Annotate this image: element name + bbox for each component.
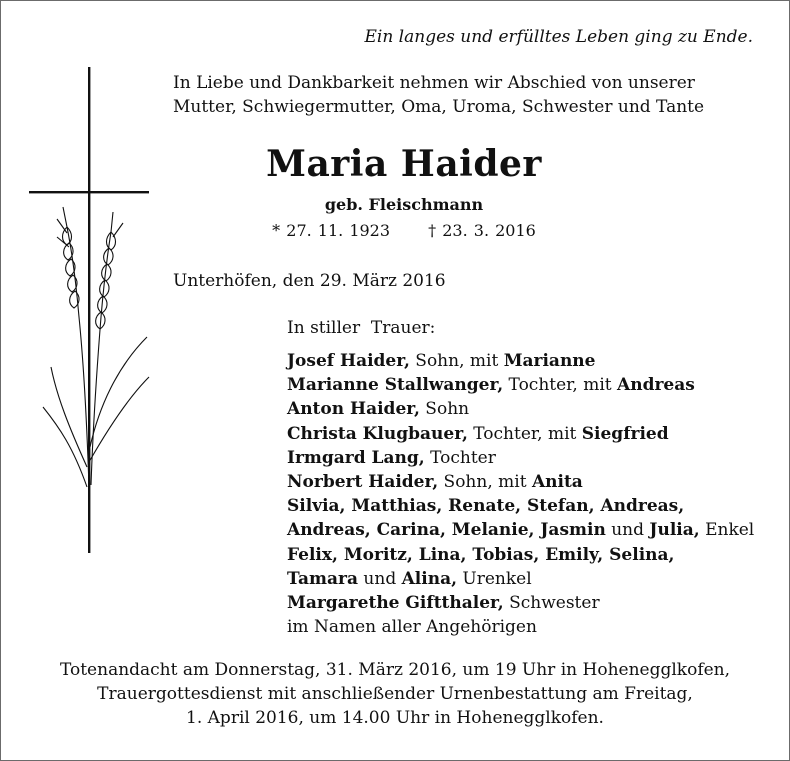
mourner-line [287,373,754,397]
intro-line: In Liebe und Dankbarkeit nehmen wir Abschied von unserer [173,73,695,93]
cross-with-wheat-icon [29,67,159,557]
death-date: † 23. 3. 2016 [428,221,536,240]
mourner-name: Irmgard Lang, [287,447,425,468]
mourner-line [287,349,754,373]
mourner-relation: Enkel [699,520,755,541]
mourner-line [287,615,754,639]
mourner-relation: Schwester [503,593,600,614]
mourner-relation: Tochter, mit [467,423,582,444]
mourner-line [287,470,754,494]
mourner-relation: und [358,568,402,589]
mourner-line [287,494,754,518]
mourner-line [287,543,754,567]
mourner-line [287,397,754,421]
service-info [1,658,789,730]
service-line: Totenandacht am Donnerstag, 31. März 2016, um 19 Uhr in Hohenegglkofen, [59,660,731,680]
mourning-label: In stiller Trauer: [287,318,436,338]
mourner-line [287,591,754,615]
mourner-line [287,567,754,591]
mourner-name: Julia, [649,520,700,541]
mourner-name: Christa Klugbauer, [287,423,468,444]
mourner-name: Siegfried [581,423,669,444]
intro-text [173,71,704,119]
wheat-icon [43,207,149,487]
quote: Ein langes und erfülltes Leben ging zu Ende. [364,27,753,47]
mourner-name: Anita [531,472,583,493]
mourner-line [287,422,754,446]
life-dates [173,221,635,240]
service-line: 1. April 2016, um 14.00 Uhr in Hohenegglkofen. [186,708,604,728]
mourner-line [287,446,754,470]
mourner-name: Margarethe Giftthaler, [287,593,504,614]
deceased-name: Maria Haider [266,143,542,185]
cross-icon [29,67,159,557]
mourner-relation: Urenkel [457,568,532,589]
mourner-name: Alina, [401,568,458,589]
mourner-relation: Sohn, mit [438,472,532,493]
intro-line: Mutter, Schwiegermutter, Oma, Uroma, Schwester und Tante [173,97,705,117]
birth-name: geb. Fleischmann [324,195,484,214]
mourner-name: Andreas, Carina, Melanie, Jasmin [287,520,606,541]
mourner-name: Felix, Moritz, Lina, Tobias, Emily, Selina, [287,544,675,565]
birth-date: * 27. 11. 1923 [272,221,391,240]
place-date: Unterhöfen, den 29. März 2016 [173,271,446,291]
mourner-name: Silvia, Matthias, Renate, Stefan, Andreas, [287,496,685,517]
mourner-name: Andreas [617,375,695,396]
mourner-relation: und [605,520,650,541]
mourner-name: Marianne Stallwanger, [287,375,504,396]
mourner-name: Anton Haider, [287,399,420,420]
mourner-name: Marianne [503,351,596,371]
mourner-relation: im Namen aller Angehörigen [287,617,537,638]
mourners-list [287,349,754,639]
mourner-relation: Tochter [424,447,496,468]
mourner-line [287,518,754,542]
mourner-name: Norbert Haider, [287,472,439,493]
mourner-relation: Tochter, mit [503,375,618,396]
service-line: Trauergottesdienst mit anschließender Urnenbestattung am Freitag, [97,684,693,704]
mourner-name: Josef Haider, [287,351,410,371]
mourner-name: Tamara [287,568,359,589]
mourner-relation: Sohn, mit [409,351,504,371]
mourner-relation: Sohn [419,399,470,420]
